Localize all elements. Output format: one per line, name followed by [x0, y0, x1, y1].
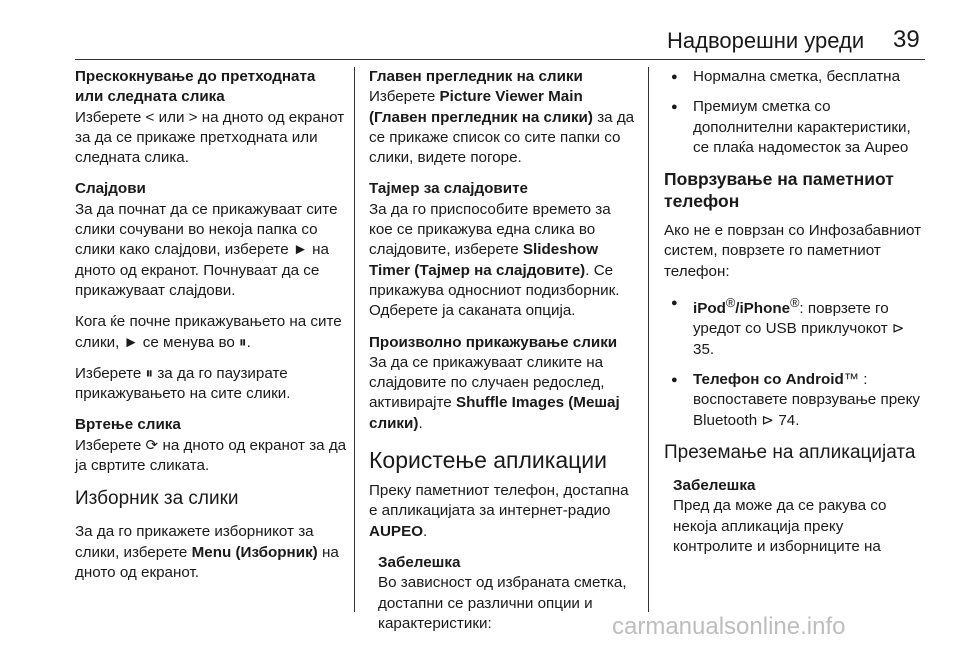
section-slides — [75, 179, 347, 301]
iphone-label: /iPhone — [735, 300, 791, 318]
heading-random: Произволно прикажување слики — [369, 333, 618, 351]
note-box — [673, 476, 926, 557]
column-3 — [664, 67, 926, 568]
note-text: Пред да може да се ракува со некоја апликација преку контролите и изборниците на — [673, 497, 887, 555]
iphone-text: : поврзете го уредот со USB приклучокот ⊳ 35. — [693, 300, 905, 358]
heading-picker: Изборник за слики — [75, 488, 239, 510]
section-random — [369, 333, 637, 434]
timer-label: Slideshow Timer (Тајмер на слајдовите) — [369, 241, 599, 279]
header-rule — [75, 59, 925, 60]
text-rotate: Изберете ⟳ на дното од екранот за да ја свртите сликата. — [75, 436, 347, 475]
text-prev-next: Изберете < или > на дното од екранот за да се прикаже претходната или следната слика. — [75, 108, 345, 167]
text-viewer-c: за да се прикаже список со сите папки со слики, видете погоре. — [369, 108, 635, 167]
note-text: Во зависност од избраната сметка, достапни се различни опции и карактеристики: — [378, 574, 627, 632]
list-item-iphone — [664, 293, 926, 360]
note-box — [378, 553, 637, 634]
device-list — [664, 293, 926, 431]
heading-connect: Поврзување на паметниот телефон — [664, 169, 894, 212]
text-timer-a: За да го приспособите времето за кое се прикажува една слика во слајдовите, изберете — [369, 200, 611, 259]
text-slides-2: Кога ќе почне прикажувањето на сите слики, ► се менува во ⏸. — [75, 313, 342, 351]
heading-slides: Слајдови — [75, 180, 146, 198]
heading-download: Преземање на апликацијата — [664, 441, 916, 463]
text-random-c: . — [418, 414, 423, 432]
note-title: Забелешка — [378, 553, 461, 571]
android-text: ™ : воспоставете поврзување преку Bluetooth ⊳ 74. — [693, 371, 921, 429]
aupeo-label: AUPEO — [369, 522, 424, 540]
menu-label: Menu (Изборник) — [191, 543, 318, 561]
text-picker-c: на дното од екранот. — [75, 543, 339, 581]
text-slides: За да почнат да се прикажуваат сите слики сочувани во некоја папка со слики како слајдови, изберете ► на дното од екранот. Почнуваат да се прикажуваат слајдови. — [75, 200, 338, 299]
section-timer — [369, 179, 637, 321]
column-divider-2 — [648, 67, 649, 612]
section-prev-next — [75, 67, 347, 168]
android-label: Телефон со Android — [693, 371, 844, 389]
text-random-a: За да се прикажуваат сликите на слајдовите по случаен редослед, активирајте — [369, 353, 605, 412]
text-viewer-a: Изберете — [369, 88, 440, 106]
registered-mark: ® — [725, 296, 736, 311]
column-divider-1 — [354, 67, 355, 612]
account-list — [664, 67, 926, 158]
section-viewer — [369, 67, 637, 168]
heading-prev-next: Прескокнување до претходната или следната слика — [75, 68, 316, 106]
text-apps — [369, 481, 637, 542]
list-item: ● Нормална сметка, бесплатна — [664, 67, 926, 87]
header-title: Надворешни уреди — [667, 28, 865, 53]
text-apps-c: . — [423, 522, 428, 540]
text-picker — [75, 522, 347, 583]
viewer-label: Picture Viewer Main (Главен прегледник на слики) — [369, 88, 593, 126]
text-connect: Ако не е поврзан со Инфозабавниот систем, поврзете го паметниот телефон: — [664, 222, 922, 280]
heading-timer: Тајмер за слајдовите — [369, 180, 528, 198]
text-slides-3: Изберете ⏸ за да го паузирате прикажувањето на сите слики. — [75, 364, 291, 403]
column-1 — [75, 67, 347, 594]
text-timer-c: . Се прикажува односниот подизборник. Одберете ја саканата опција. — [369, 261, 620, 320]
text-picker-a: За да го прикажете изборникот за слики, изберете — [75, 523, 314, 561]
note-title: Забелешка — [673, 476, 756, 494]
section-rotate — [75, 415, 347, 476]
heading-apps: Користење апликации — [369, 447, 608, 474]
column-2 — [369, 67, 637, 645]
shuffle-label: Shuffle Images (Мешај слики) — [369, 394, 620, 432]
watermark: carmanualsonline.info — [612, 613, 846, 640]
list-item: ● Премиум сметка со дополнителни карактеристики, се плаќа надоместок за Aupeo — [664, 97, 926, 158]
list-item-android — [664, 370, 926, 431]
heading-rotate: Вртење слика — [75, 416, 181, 434]
ipod-label: iPod — [693, 300, 726, 318]
registered-mark: ® — [790, 296, 800, 311]
page-number: 39 — [893, 26, 920, 53]
heading-viewer: Главен прегледник на слики — [369, 68, 583, 85]
text-apps-a: Преку паметниот телефон, достапна е апликацијата за интернет-радио — [369, 482, 629, 520]
